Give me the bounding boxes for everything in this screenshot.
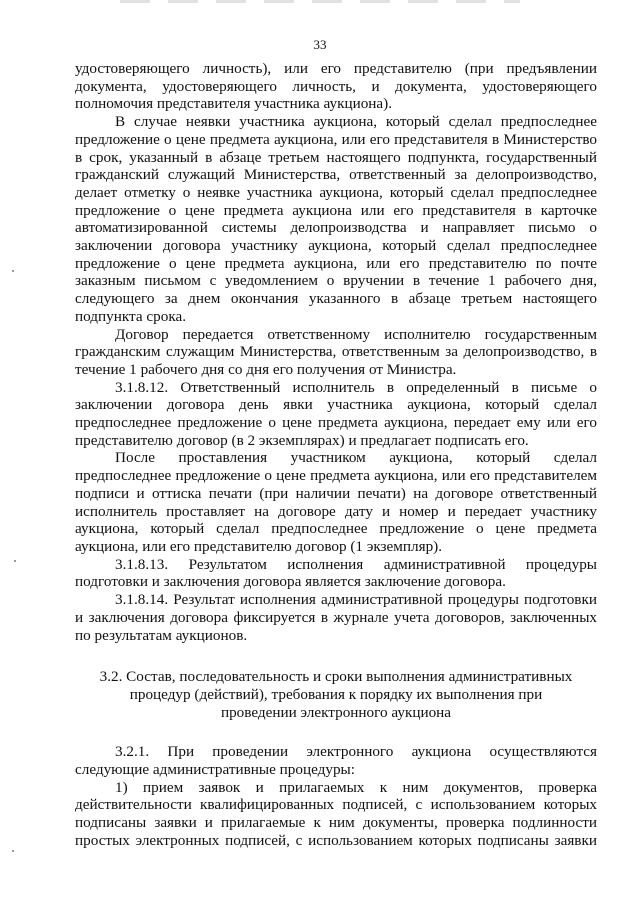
paragraph: 3.1.8.14. Результат исполнения административной процедуры подготовки и заключения договора фиксируется в журнале учета договоров, заключенных по результатам аукционов. xyxy=(75,591,597,644)
paragraph: 1) прием заявок и прилагаемых к ним документов, проверка действительности квалифицированных подписей, с использованием которых подписаны заявки и прилагаемые к ним документы, проверка подлинности простых электронных подписей, с использованием которых подписаны заявки xyxy=(75,778,597,849)
section-spacer xyxy=(75,721,597,743)
section-heading: 3.2. Состав, последовательность и сроки выполнения административных процедур (действий), требования к порядку их выполнения при проведении электронного аукциона xyxy=(99,668,573,721)
paragraph: В случае неявки участника аукциона, который сделал предпоследнее предложение о цене предмета аукциона, или его представителя в Министерство в срок, указанный в абзаце третьем настоящего подпункта, государственный гражданский служащий Министерства, ответственный за делопроизводство, делает отметку о неявке участника аукциона, который сделал предпоследнее предложение о цене предмета аукциона или его представителя в карточке автоматизированной системы делопроизводства и направляет письмо о заключении договора участнику аукциона, который сделал предпоследнее предложение о цене предмета аукциона, или его представителю по почте заказным письмом с уведомлением о вручении в течение 1 рабочего дня, следующего за днем окончания указанного в абзаце третьем настоящего подпункта срока. xyxy=(75,113,597,325)
paragraph: 3.1.8.12. Ответственный исполнитель в определенный в письме о заключении договора день явки участника аукциона, который сделал предпоследнее предложение о цене предмета аукциона, передает ему или его представителю договор (в 2 экземплярах) и предлагает подписать его. xyxy=(75,378,597,449)
scan-speck xyxy=(12,850,14,852)
scan-speck xyxy=(12,270,14,272)
document-body xyxy=(75,60,597,850)
paragraph: 3.1.8.13. Результатом исполнения административной процедуры подготовки и заключения договора является заключение договора. xyxy=(75,555,597,591)
scan-artifact-top xyxy=(120,0,520,3)
paragraph: Договор передается ответственному исполнителю государственным гражданским служащим Министерства, ответственным за делопроизводство, в течение 1 рабочего дня со дня его получения от Министра. xyxy=(75,325,597,378)
paragraph: После проставления участником аукциона, который сделал предпоследнее предложение о цене предмета аукциона, или его представителем подписи и оттиска печати (при наличии печати) на договоре ответственный исполнитель проставляет на договоре дату и номер и передает участнику аукциона, который сделал предпоследнее предложение о цене предмета аукциона, или его представителю договор (1 экземпляр). xyxy=(75,449,597,555)
page-number: 33 xyxy=(313,37,327,52)
scan-speck xyxy=(14,560,16,562)
paragraph: удостоверяющего личность), или его представителю (при предъявлении документа, удостоверяющего личность, и документа, удостоверяющего полномочия представителя участника аукциона). xyxy=(75,60,597,113)
paragraph: 3.2.1. При проведении электронного аукциона осуществляются следующие административные процедуры: xyxy=(75,743,597,779)
